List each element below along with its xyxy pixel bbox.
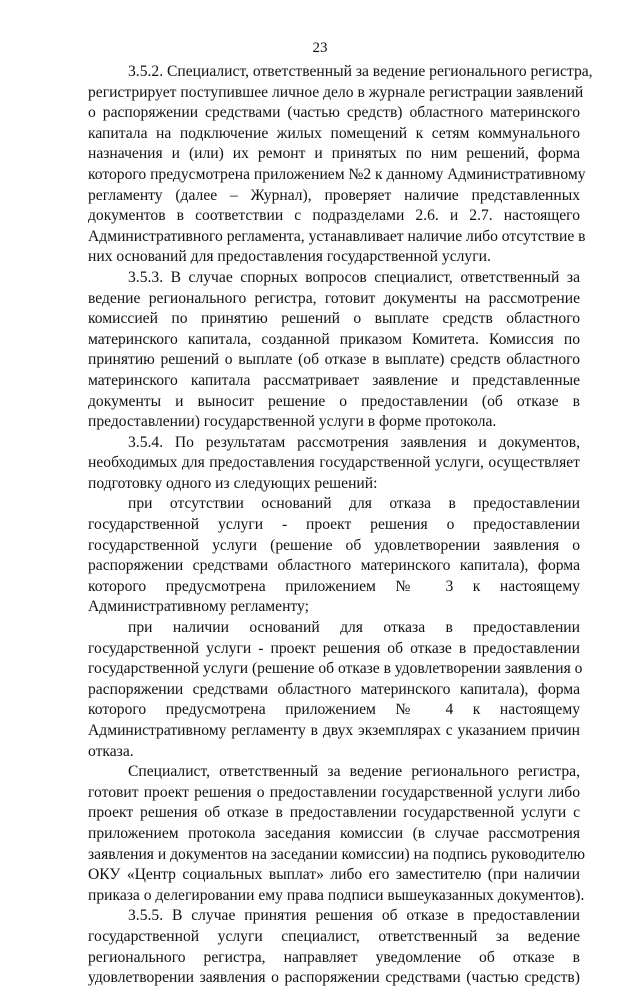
text-line: необходимых для предоставления государственной услуги, осуществляет (88, 454, 580, 472)
text-line: удовлетворении заявления о распоряжении средствами (частью средств) (88, 969, 580, 987)
text-line: отказа. (88, 742, 134, 760)
text-line: них оснований для предоставления государственной услуги. (88, 248, 491, 266)
text-line: проект решения об отказе в предоставлении государственной услуги с (88, 804, 580, 822)
text-line: капитала на подключение жилых помещений к сетям коммунального (88, 124, 580, 142)
text-line: приложением протокола заседания комиссии (в случае рассмотрения (88, 824, 580, 842)
text-line: предоставлении) государственной услуги в форме протокола. (88, 413, 497, 431)
text-line: приказа о делегировании ему права подписи вышеуказанных документов). (88, 886, 585, 904)
text-line: при наличии оснований для отказа в предоставлении (128, 619, 580, 637)
text-line: которого предусмотрена приложением №2 к данному Административному (88, 165, 586, 183)
text-line: ведение регионального регистра, готовит документы на рассмотрение (88, 289, 580, 307)
text-line: государственной услуги (решение об отказе в удовлетворении заявления о (88, 660, 583, 678)
text-line: документов в соответствии с подразделами 2.6. и 2.7. настоящего (88, 207, 580, 225)
document-body (88, 62, 593, 989)
text-line: ОКУ «Центр социальных выплат» либо его заместителю (при наличии (88, 866, 580, 884)
text-line: государственной услуги - проект решения о предоставлении (88, 516, 580, 534)
text-line: комиссией по принятию решений о выплате средств областного (88, 310, 580, 328)
text-line: готовит проект решения о предоставлении государственной услуги либо (88, 783, 580, 801)
text-line: распоряжении средствами областного материнского капитала), форма (88, 557, 580, 575)
text-line: при отсутствии оснований для отказа в предоставлении (128, 495, 580, 513)
text-line: документы и выносит решение о предоставлении (об отказе в (88, 392, 580, 410)
text-line: материнского капитала, созданной приказом Комитета. Комиссия по (88, 330, 580, 348)
text-line: государственной услуги специалист, ответственный за ведение (88, 927, 580, 945)
text-line: регионального регистра, направляет уведомление об отказе в (88, 948, 580, 966)
text-line: заявления и документов на заседании комиссии) на подпись руководителю (88, 845, 586, 863)
text-line: 3.5.2. Специалист, ответственный за ведение регионального регистра, (128, 63, 593, 80)
text-line: Административному регламенту в двух экземплярах с указанием причин (88, 722, 580, 739)
text-line: о распоряжении средствами (частью средств) областного материнского (88, 104, 580, 122)
text-line: распоряжении средствами областного материнского капитала), форма (88, 680, 580, 698)
text-line: назначения и (или) их ремонт и принятых по ним решений, форма (88, 145, 580, 163)
text-line: государственной услуги - проект решения об отказе в предоставлении (88, 639, 580, 657)
text-line: 3.5.4. По результатам рассмотрения заявления и документов, (128, 433, 580, 451)
text-line: Административному регламенту; (88, 598, 309, 616)
text-line: материнского капитала рассматривает заявление и представленные (88, 371, 580, 389)
text-line: которого предусмотрена приложением № 3 к настоящему (88, 577, 580, 595)
text-line: 3.5.3. В случае спорных вопросов специалист, ответственный за (128, 268, 580, 286)
text-line: Специалист, ответственный за ведение регионального регистра, (128, 763, 580, 781)
text-line: Административного регламента, устанавливает наличие либо отсутствие в (88, 227, 586, 245)
text-line: которого предусмотрена приложением № 4 к настоящему (88, 701, 580, 719)
text-line: принятию решений о выплате (об отказе в выплате) средств областного (88, 351, 580, 369)
text-line: государственной услуги (решение об удовлетворении заявления о (88, 536, 580, 554)
text-line: 3.5.5. В случае принятия решения об отказе в предоставлении (128, 907, 580, 925)
page-number: 23 (312, 40, 328, 56)
text-line: регистрирует поступившее личное дело в журнале регистрации заявлений (88, 83, 584, 101)
text-line: регламенту (далее – Журнал), проверяет наличие представленных (88, 186, 580, 204)
text-line: подготовку одного из следующих решений: (88, 474, 378, 492)
